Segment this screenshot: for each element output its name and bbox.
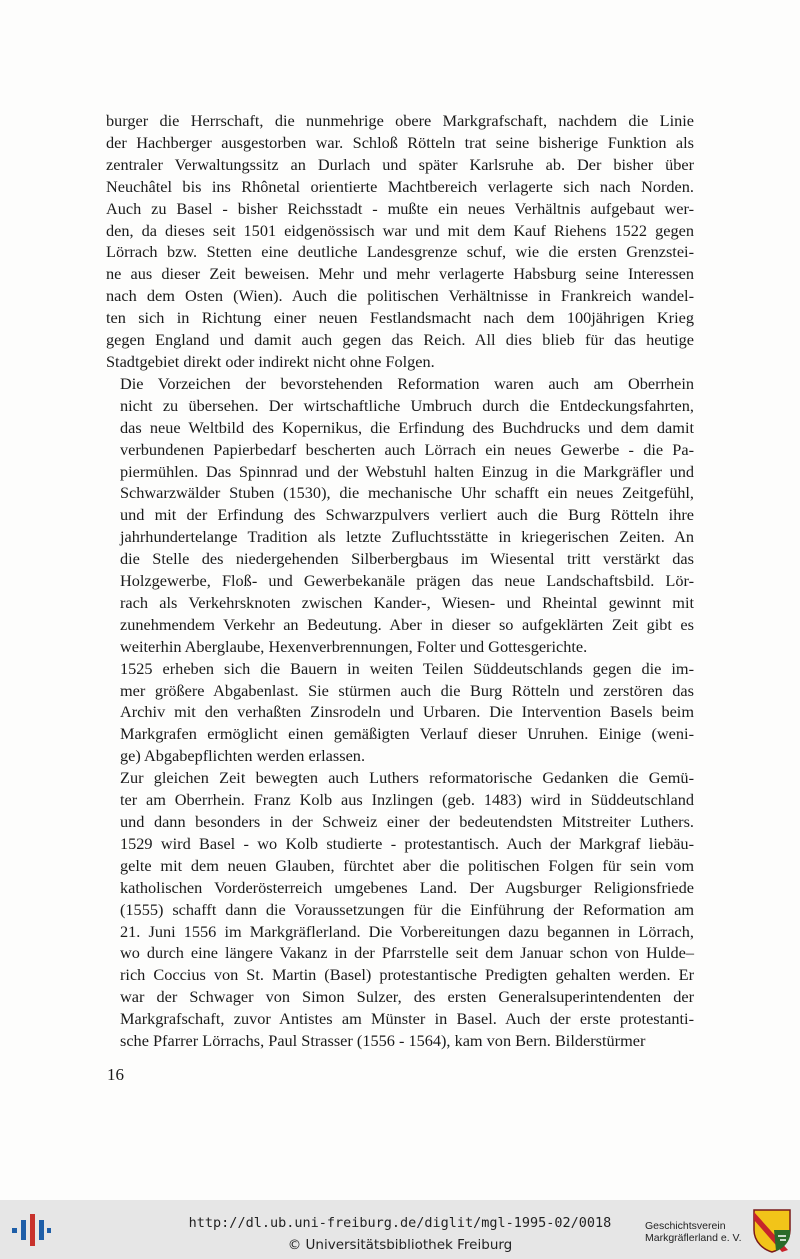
paragraph [106, 110, 694, 373]
paragraph [106, 658, 694, 768]
text-line: weiterhin Aberglaube, Hexenverbrennungen, Folter und Gottesgerichte. [120, 636, 588, 656]
text-line: verbundenen Papierbedarf bescherten auch Lörrach ein neues Gewerbe - die Pa- [120, 439, 694, 459]
coat-of-arms-icon [752, 1208, 792, 1254]
text-line: war der Schwager von Simon Sulzer, des ersten Generalsuperintendenten der [120, 987, 694, 1007]
footer-bar [0, 1200, 800, 1259]
paragraph [106, 767, 694, 1052]
text-line: Markgrafen ermöglicht einen gemäßigten Verlauf dieser Unruhen. Einige (weni- [120, 724, 694, 744]
text-line: ter am Oberrhein. Franz Kolb aus Inzlingen (geb. 1483) wird in Süddeutschland [120, 790, 694, 810]
text-line: 21. Juni 1556 im Markgräflerland. Die Vorbereitungen dazu begannen in Lörrach, [120, 921, 694, 941]
text-line: katholischen Vorderösterreich umgebenes Land. Der Augsburger Religionsfriede [120, 877, 694, 897]
text-line: Die Vorzeichen der bevorstehenden Reformation waren auch am Oberrhein [120, 373, 694, 393]
text-line: 1525 erheben sich die Bauern in weiten Teilen Süddeutschlands gegen die im- [120, 658, 694, 678]
text-line: Auch zu Basel - bisher Reichsstadt - mußte ein neues Verhältnis aufgebaut wer- [106, 198, 694, 218]
paragraph [106, 373, 694, 658]
text-line: gelte mit dem neuen Glauben, fürchtet aber die politischen Folgen für sein vom [120, 855, 694, 875]
text-line: mer größere Abgabenlast. Sie stürmen auch die Burg Rötteln und zerstören das [120, 680, 694, 700]
society-name [645, 1220, 742, 1244]
text-line: Holzgewerbe, Floß- und Gewerbekanäle prägen das neue Landschaftsbild. Lör- [120, 571, 694, 591]
text-line: nicht zu übersehen. Der wirtschaftliche Umbruch durch die Entdeckungsfahrten, [120, 395, 694, 415]
text-line: Schwarzwälder Stuben (1530), die mechanische Uhr schafft ein neues Zeitgefühl, [120, 483, 694, 503]
text-line: ge) Abgabepflichten werden erlassen. [120, 746, 366, 766]
text-line: Lörrach bzw. Stetten eine deutliche Landesgrenze schuf, wie die ersten Grenzstei- [106, 242, 694, 262]
text-line: und dann besonders in der Schweiz einer der bedeutendsten Mitstreiter Luthers. [120, 812, 694, 831]
footer-copyright: © Universitätsbibliothek Freiburg [287, 1237, 513, 1253]
text-line: der Hachberger ausgestorben war. Schloß Rötteln trat seine bisherige Funktion als [106, 132, 694, 152]
text-line: und mit der Erfindung des Schwarzpulvers verliert auch die Burg Rötteln ihre [120, 505, 694, 525]
page-number: 16 [107, 1065, 124, 1084]
body-text [106, 110, 694, 1052]
text-line: zunehmendem Verkehr an Bedeutung. Aber in dieser so aufgeklärten Zeit gibt es [120, 614, 694, 634]
text-line: piermühlen. Das Spinnrad und der Webstuhl halten Einzug in die Markgräfler und [120, 461, 694, 481]
text-line: sche Pfarrer Lörrachs, Paul Strasser (1556 - 1564), kam von Bern. Bilderstürmer [120, 1031, 646, 1051]
text-line: rich Coccius von St. Martin (Basel) protestantische Predigten gehalten werden. Er [120, 965, 694, 985]
text-line: nach dem Osten (Wien). Auch die politischen Verhältnisse in Frankreich wandel- [106, 286, 694, 306]
footer-url-link[interactable]: http://dl.ub.uni-freiburg.de/diglit/mgl-1995-02/0018 [188, 1215, 612, 1231]
society-line-2: Markgräflerland e. V. [645, 1232, 742, 1244]
text-line: wo durch eine längere Vakanz in der Pfarrstelle seit dem Januar schon von Hulde– [120, 943, 694, 963]
text-line: gegen England und damit auch gegen das Reich. All dies blieb für das heutige [106, 330, 694, 350]
text-line: Markgrafschaft, zuvor Antistes am Münster in Basel. Auch der erste protestanti- [120, 1009, 694, 1029]
text-line: Zur gleichen Zeit bewegten auch Luthers reformatorische Gedanken die Gemü- [120, 768, 694, 788]
text-line: (1555) schafft dann die Voraussetzungen für die Einführung der Reformation am [120, 899, 694, 919]
text-line: die Stelle des niedergehenden Silberbergbaus im Wiesental tritt verstärkt das [120, 549, 694, 569]
text-line: burger die Herrschaft, die nunmehrige obere Markgrafschaft, nachdem die Linie [106, 111, 694, 130]
text-line: rach als Verkehrsknoten zwischen Kander-, Wiesen- und Rheintal gewinnt mit [120, 592, 694, 612]
text-line: Archiv mit den verhaßten Zinsrodeln und Urbaren. Die Intervention Basels beim [120, 702, 694, 722]
text-line: Neuchâtel bis ins Rhônetal orientierte Machtbereich verlagerte sich nach Norden. [106, 176, 694, 196]
text-line: 1529 wird Basel - wo Kolb studierte - protestantisch. Auch der Markgraf liebäu- [120, 833, 694, 853]
text-line: jahrhundertelange Tradition als letzte Zufluchtsstätte in kriegerischen Zeiten. An [120, 527, 694, 547]
text-line: den, da dieses seit 1501 eidgenössisch war und mit dem Kauf Riehens 1522 gegen [106, 220, 694, 240]
text-line: ten sich in Richtung einer neuen Festlandsmacht nach dem 100jährigen Krieg [106, 308, 694, 328]
society-line-1: Geschichtsverein [645, 1220, 726, 1232]
text-line: ne aus dieser Zeit beweisen. Mehr und mehr verlagerte Habsburg seine Interessen [106, 264, 694, 284]
text-line: Stadtgebiet direkt oder indirekt nicht ohne Folgen. [106, 351, 435, 371]
text-line: das neue Weltbild des Kopernikus, die Erfindung des Buchdrucks und dem damit [120, 417, 694, 437]
text-line: zentraler Verwaltungssitz an Durlach und später Karlsruhe ab. Der bisher über [106, 154, 694, 174]
